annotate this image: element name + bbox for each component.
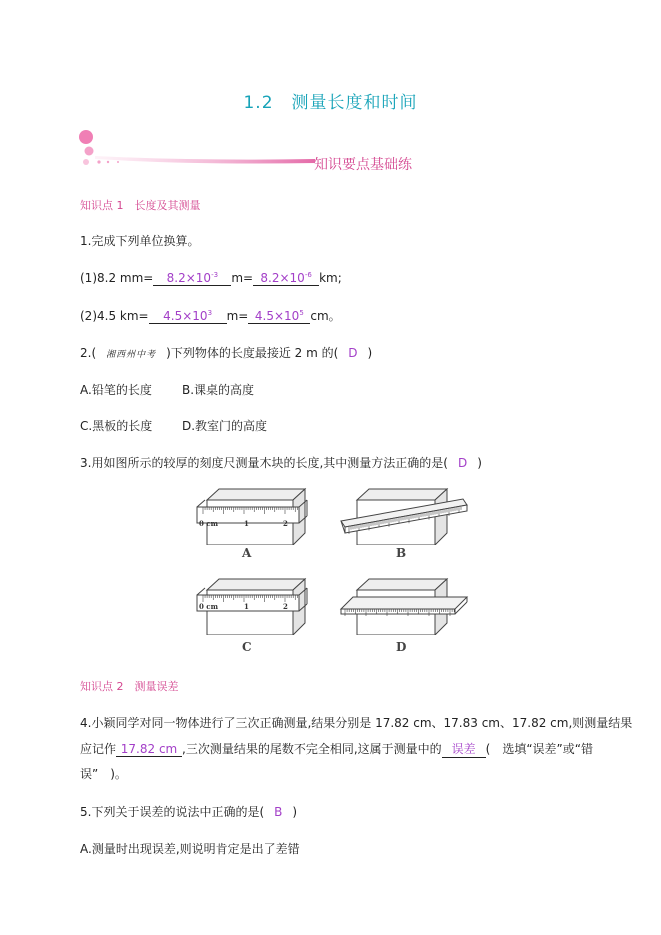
answer-blank: $8.2\times 10^{-3}$: [153, 271, 231, 286]
question-4-line-2: 应记作 17.82 cm ,三次测量结果的尾数不完全相同,这属于测量中的 误差 ( 选填“误差”或“错: [80, 742, 593, 756]
question-3: 3.用如图所示的较厚的刻度尺测量木块的长度,其中测量方法正确的是( D ): [80, 456, 482, 470]
banner-dot-tiny: [97, 160, 100, 163]
answer-blank: $4.5\times 10^5$: [248, 309, 310, 324]
banner-dot-large: [79, 130, 93, 144]
question-source: 湘西州中考: [106, 350, 157, 360]
figure-d: [335, 575, 470, 635]
answer-blank: 误差: [442, 740, 486, 758]
answer-blank: 17.82 cm: [116, 742, 182, 757]
answer-choice: D: [457, 456, 468, 470]
banner-dot-small: [83, 159, 89, 165]
kp-topic: 长度及其测量: [134, 199, 201, 212]
svg-text:2: 2: [283, 519, 288, 528]
option-d: D.教室门的高度: [182, 419, 268, 433]
banner-label: 知识要点基础练: [314, 157, 412, 173]
figure-d-caption: D: [396, 640, 407, 654]
question-2: 2.( 湘西州中考 )下列物体的长度最接近 2 m 的( D ): [80, 346, 373, 360]
page-title: [0, 88, 661, 113]
banner-decoration: [75, 125, 320, 170]
figure-c-caption: C: [242, 640, 252, 654]
figure-b-caption: B: [396, 546, 407, 560]
kp-topic: 测量误差: [134, 680, 179, 693]
figure-c: [195, 575, 315, 635]
svg-text:1: 1: [244, 602, 249, 611]
question-5: 5.下列关于误差的说法中正确的是( B ): [80, 805, 298, 819]
question-1-line-1: (1)8.2 $mm= 8.2\times 10^{-3}$ $m= 8.2\times 10^{-6}$ km;: [80, 271, 342, 285]
answer-blank: $4.5\times 10^3$: [149, 309, 227, 324]
svg-text:0 cm: 0 cm: [199, 602, 218, 611]
knowledge-point-2: [80, 678, 179, 694]
option-b: B.课桌的高度: [182, 383, 255, 397]
kp-label: 知识点 1: [80, 199, 124, 212]
option-c: C.黑板的长度: [80, 419, 153, 433]
figure-a: [195, 485, 315, 545]
svg-text:2: 2: [283, 602, 288, 611]
option-a: A.铅笔的长度: [80, 383, 152, 397]
question-5-option-a: A.测量时出现误差,则说明肯定是出了差错: [80, 842, 300, 856]
question-1-stem: 1.完成下列单位换算。: [80, 234, 200, 248]
banner-swoosh: [95, 156, 315, 164]
figure-a-caption: A: [242, 546, 252, 560]
section-number: 1.2: [243, 93, 274, 113]
kp-label: 知识点 2: [80, 680, 124, 693]
question-1-line-2: (2)4.5 $km= 4.5\times 10^3$ $m= 4.5\times 10^5$ cm。: [80, 309, 341, 323]
question-4-line-3: 误” )。: [80, 767, 127, 781]
answer-blank: $8.2\times 10^{-6}$: [253, 271, 319, 286]
question-4-line-1: 4.小颖同学对同一物体进行了三次正确测量,结果分别是 17.82 cm、17.83 cm、17.82 cm,则测量结果: [80, 716, 633, 730]
banner-dot-medium: [85, 147, 94, 156]
svg-text:0 cm: 0 cm: [199, 519, 218, 528]
answer-choice: B: [274, 805, 283, 819]
figure-b: [335, 485, 470, 545]
knowledge-point-1: [80, 197, 201, 213]
svg-text:1: 1: [244, 519, 249, 528]
answer-choice: D: [348, 346, 358, 360]
section-title: 测量长度和时间: [291, 93, 418, 113]
